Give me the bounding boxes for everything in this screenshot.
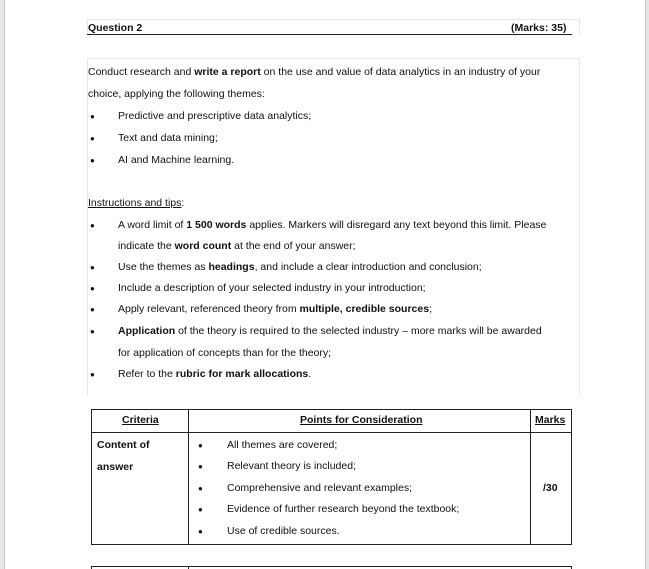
bullet-icon: ● — [90, 327, 95, 336]
intro-line-1: Conduct research and write a report on the use and value of data analytics in an industry of your — [88, 66, 541, 78]
rubric-point: Comprehensive and relevant examples; — [227, 482, 413, 494]
body-faint-top — [87, 58, 579, 59]
rubric-criteria-line-2: answer — [97, 461, 134, 473]
rubric-header-marks: Marks — [535, 414, 566, 426]
rubric-marks-value: /30 — [543, 482, 558, 494]
rubric-criteria-line-1: Content of — [97, 439, 150, 451]
question-marks: (Marks: 35) — [511, 22, 567, 34]
body-faint-left — [87, 58, 88, 395]
instruction-item: Include a description of your selected industry in your introduction; — [118, 282, 426, 294]
instruction-item: A word limit of 1 500 words applies. Markers will disregard any text beyond this limit. Please — [118, 219, 547, 231]
bullet-icon: ● — [198, 484, 203, 493]
bullet-icon: ● — [90, 156, 95, 165]
instruction-item-cont: for application of concepts than for the theory; — [118, 347, 332, 359]
instruction-item: Application of the theory is required to the selected industry – more marks will be awarded — [118, 325, 542, 337]
bullet-icon: ● — [198, 462, 203, 471]
instruction-item: Apply relevant, referenced theory from multiple, credible sources; — [118, 303, 432, 315]
bullet-icon: ● — [90, 263, 95, 272]
rubric-header-points: Points for Consideration — [300, 414, 423, 426]
theme-item: Text and data mining; — [118, 132, 218, 144]
bullet-icon: ● — [90, 221, 95, 230]
document-page — [4, 0, 646, 569]
rubric-point: Relevant theory is included; — [227, 460, 356, 472]
question-header — [87, 20, 572, 35]
instruction-item: Use the themes as headings, and include a clear introduction and conclusion; — [118, 261, 482, 273]
bullet-icon: ● — [90, 305, 95, 314]
instruction-item: Refer to the rubric for mark allocations. — [118, 368, 312, 380]
rubric-point: Evidence of further research beyond the textbook; — [227, 503, 460, 515]
body-faint-right — [579, 58, 580, 395]
instructions-heading: Instructions and tips: — [88, 197, 185, 209]
intro-line-2: choice, applying the following themes: — [88, 88, 265, 100]
bullet-icon: ● — [90, 284, 95, 293]
rubric-point: All themes are covered; — [227, 439, 338, 451]
rubric-header-criteria: Criteria — [122, 414, 159, 426]
next-table-top-border — [91, 566, 572, 567]
instruction-item-cont: indicate the word count at the end of your answer; — [118, 240, 356, 252]
bullet-icon: ● — [198, 505, 203, 514]
bullet-icon: ● — [90, 112, 95, 121]
bullet-icon: ● — [90, 134, 95, 143]
theme-item: Predictive and prescriptive data analytics; — [118, 110, 312, 122]
header-faint-right — [579, 20, 580, 34]
bullet-icon: ● — [198, 527, 203, 536]
bullet-icon: ● — [90, 370, 95, 379]
theme-item: AI and Machine learning. — [118, 154, 235, 166]
question-title: Question 2 — [88, 22, 143, 34]
rubric-point: Use of credible sources. — [227, 525, 340, 537]
bullet-icon: ● — [198, 441, 203, 450]
